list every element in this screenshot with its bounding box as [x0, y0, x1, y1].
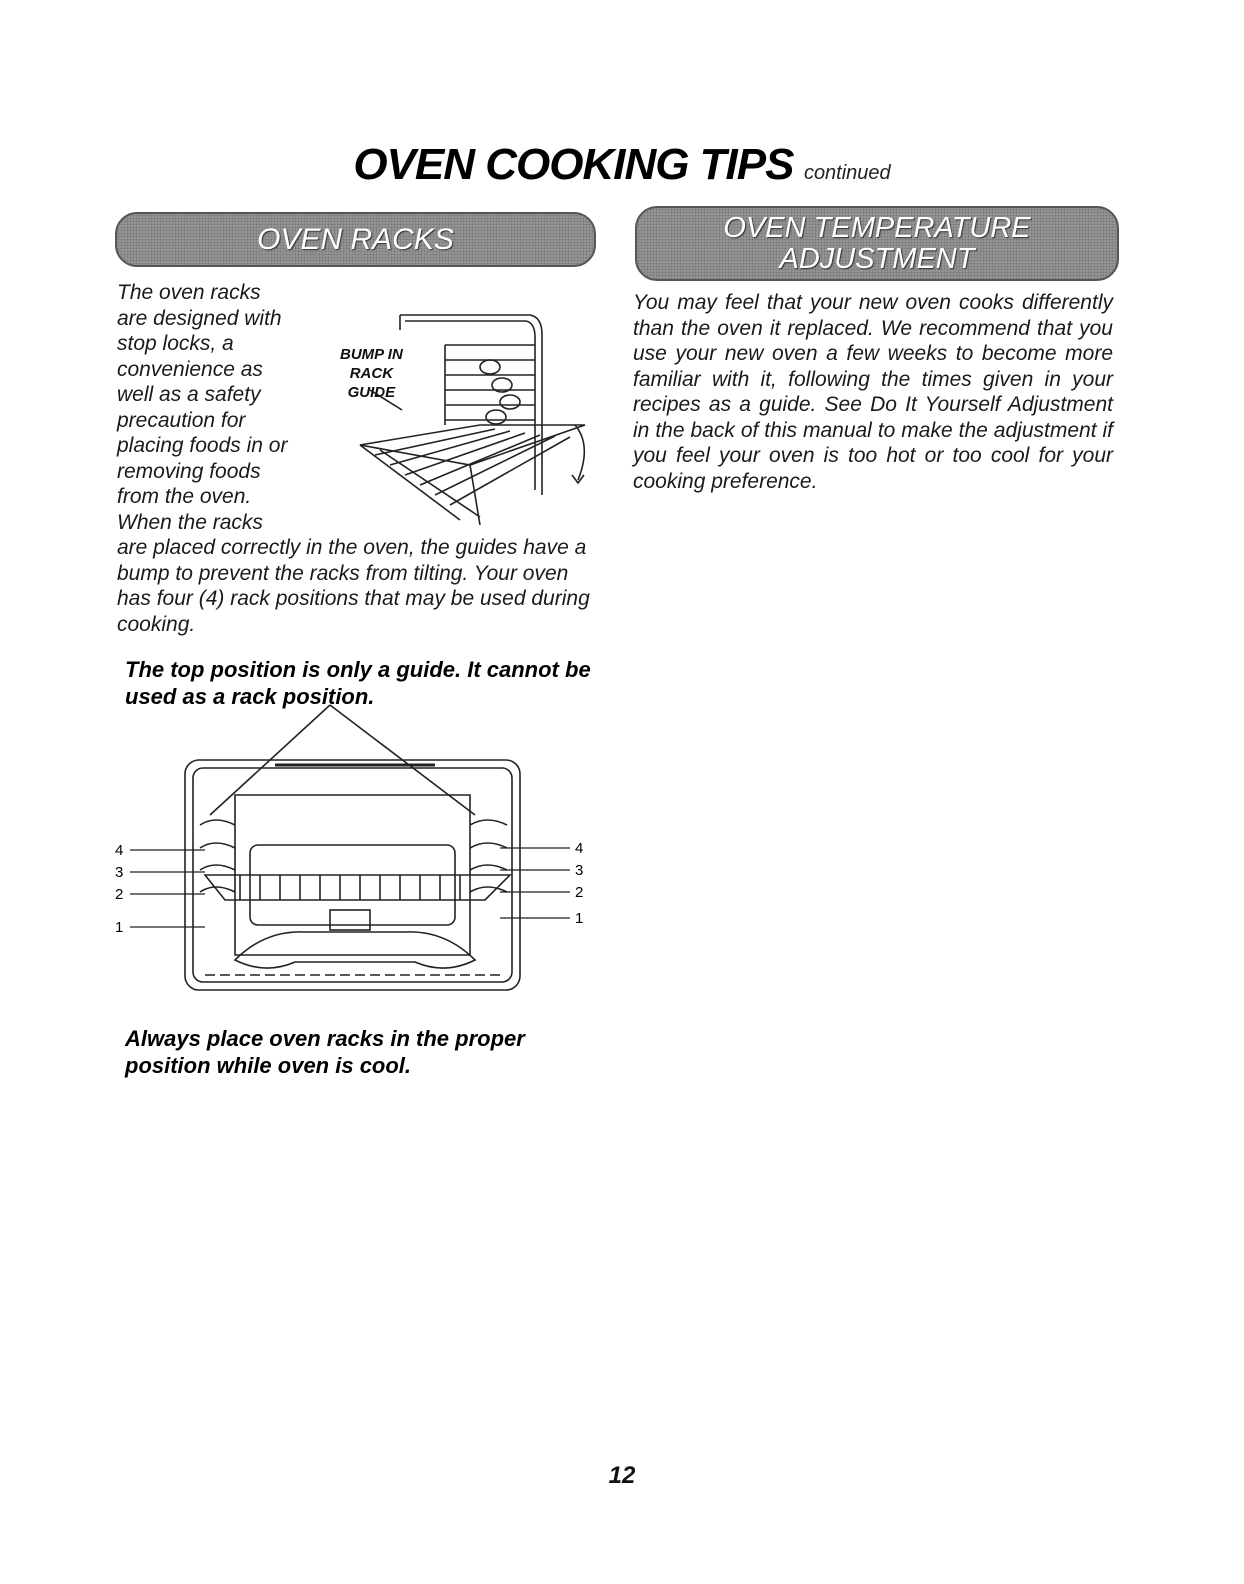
rack-number-labels-left — [115, 842, 123, 936]
oven-racks-body: are placed correctly in the oven, the guides have a bump to prevent the racks from tilting. Your oven has four (4) rack positions that may be used during cooking. — [117, 536, 590, 636]
temperature-banner-line1: OVEN TEMPERATURE — [723, 212, 1031, 245]
intro-line: removing foods — [117, 459, 261, 483]
intro-line: stop locks, a — [117, 332, 234, 355]
rack-number: 3 — [115, 864, 124, 881]
rack-number-labels-right — [575, 840, 583, 927]
intro-line: The oven racks — [117, 281, 261, 304]
oven-temperature-banner — [635, 206, 1119, 281]
rack-number: 1 — [115, 919, 124, 936]
intro-line: are designed with — [117, 306, 282, 330]
temperature-adjustment-text: You may feel that your new oven cooks differently than the oven it replaced. We recommend that you use your new oven a few weeks to become more familiar with it, following the times given in your recipes as a guide. See Do It Yourself Adjustment in the back of this manual to make the adjustment if you feel your oven is too hot or too cool for your cooking preference. — [633, 291, 1113, 493]
intro-line: from the oven. — [117, 485, 252, 508]
rack-guide-illustration — [330, 305, 610, 535]
oven-racks-intro — [117, 280, 317, 535]
intro-line: well as a safety — [117, 383, 261, 406]
title-subtitle: continued — [803, 162, 891, 184]
bump-in-rack-guide-label — [340, 345, 403, 402]
rack-number: 1 — [575, 910, 584, 927]
guide-label-line: GUIDE — [347, 384, 396, 401]
rack-number: 3 — [575, 862, 584, 879]
rack-positions-diagram — [115, 700, 595, 1000]
intro-line: convenience as — [117, 357, 263, 381]
rack-number: 4 — [575, 840, 584, 857]
intro-line: placing foods in or — [117, 434, 288, 457]
top-position-note: The top position is only a guide. It cannot be used as a rack position. — [125, 657, 591, 709]
page-title — [0, 140, 1244, 190]
page-number: 12 — [608, 1462, 636, 1489]
rack-number: 2 — [575, 884, 584, 901]
guide-label-line: RACK — [349, 365, 394, 382]
intro-line: When the racks — [117, 510, 263, 534]
rack-number: 4 — [115, 842, 124, 859]
temperature-banner-line2: ADJUSTMENT — [779, 242, 975, 275]
cool-oven-note: Always place oven racks in the proper position while oven is cool. — [125, 1026, 525, 1078]
title-main: OVEN COOKING TIPS — [353, 140, 794, 189]
intro-line: precaution for — [117, 408, 246, 432]
rack-number: 2 — [115, 886, 124, 903]
oven-racks-banner: OVEN RACKS — [115, 212, 596, 267]
guide-label-line: BUMP IN — [340, 346, 403, 363]
